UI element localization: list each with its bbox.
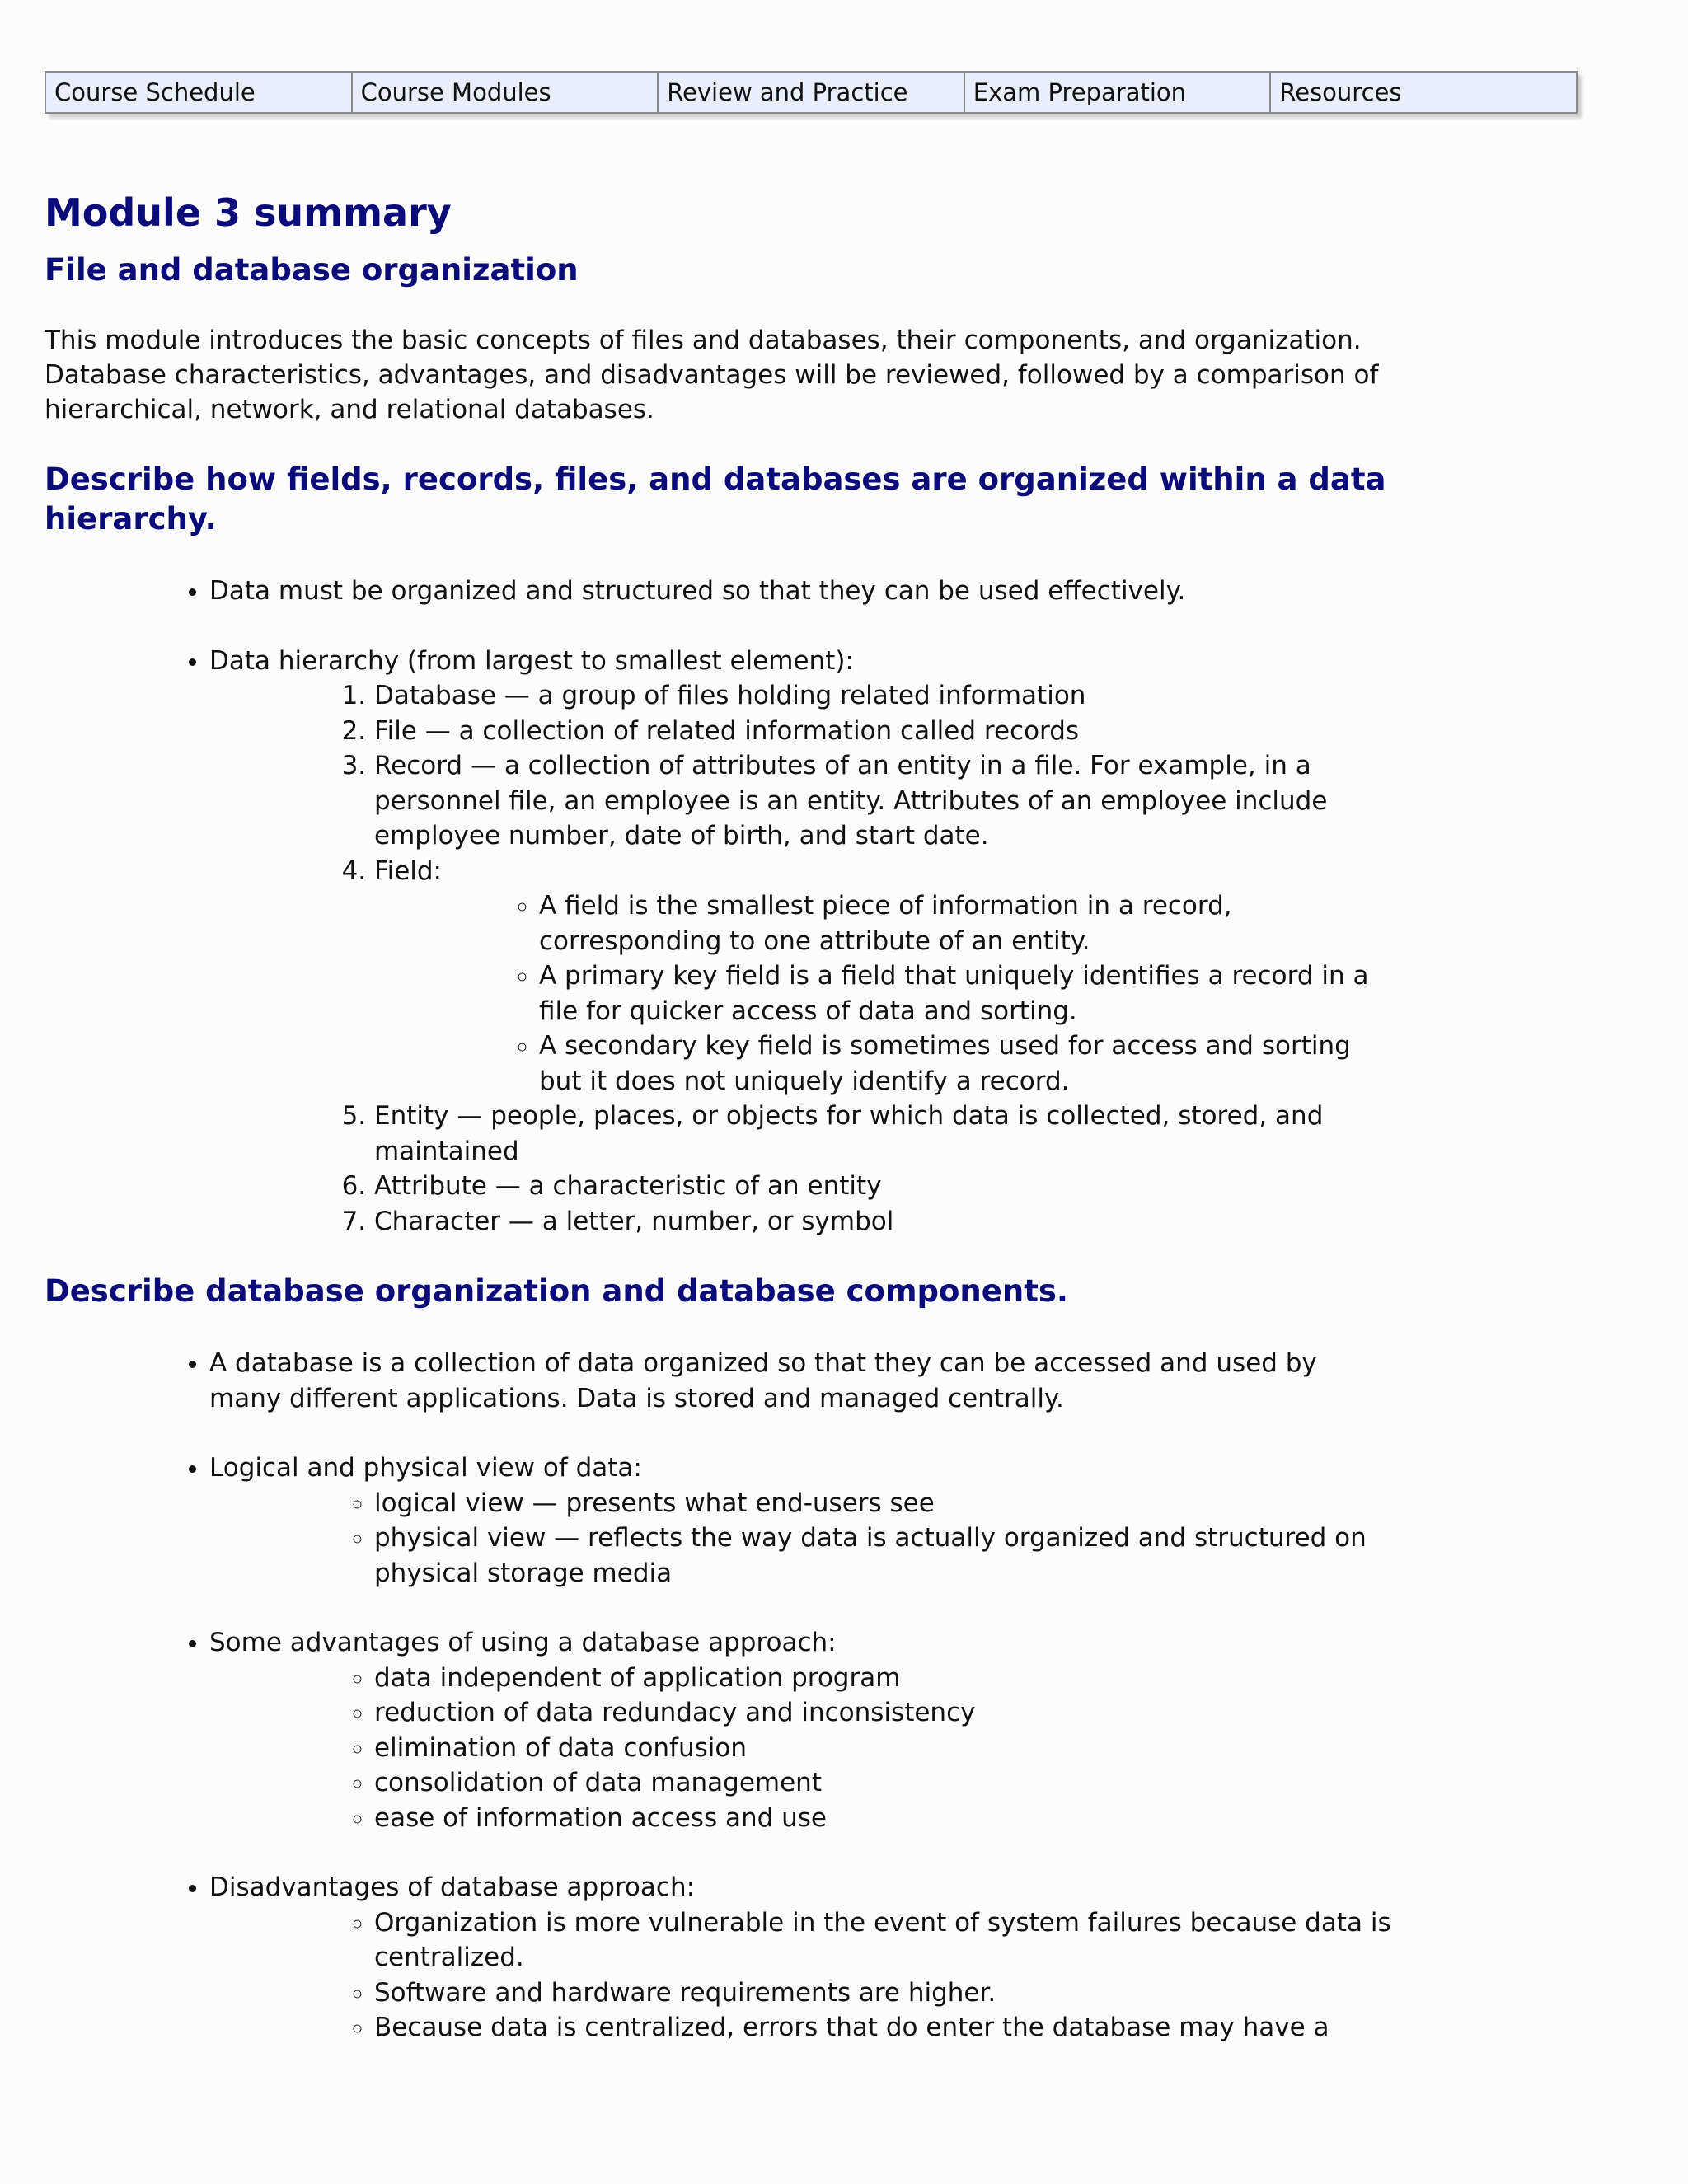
list-item: ◦ Because data is centralized, errors that do enter the database may have a xyxy=(374,2010,1396,2046)
page-subtitle: File and database organization xyxy=(45,252,579,288)
hierarchy-item: 3. Record — a collection of attributes of an entity in a file. For example, in a personnel file, an employee is an entity. Attributes of an employee include employee number, date of birth, and start date. xyxy=(374,748,1396,854)
views-list xyxy=(209,1486,1396,1591)
main-content xyxy=(45,183,1396,2046)
list-item: ◦ reduction of data redundacy and inconsistency xyxy=(374,1695,1396,1731)
hierarchy-item: 5. Entity — people, places, or objects for which data is collected, stored, and maintained xyxy=(374,1099,1396,1169)
nav-course-schedule[interactable]: Course Schedule xyxy=(46,73,353,112)
course-nav-bar xyxy=(45,71,1578,114)
hierarchy-item: 7. Character — a letter, number, or symbol xyxy=(374,1204,1396,1240)
section-heading-data-hierarchy: Describe how fields, records, files, and databases are organized within a data hierarchy. xyxy=(45,462,1386,537)
list-item: ◦ data independent of application program xyxy=(374,1661,1396,1696)
list-item: ◦ A field is the smallest piece of information in a record, corresponding to one attribute of an entity. xyxy=(539,888,1396,958)
list-item: • Data must be organized and structured so that they can be used effectively. xyxy=(209,574,1396,609)
list-item: ◦ A secondary key field is sometimes used for access and sorting but it does not uniquely identify a record. xyxy=(539,1029,1396,1099)
list-item: • Some advantages of using a database approach: ◦ data independent of application program ◦ reduction of data redundacy and inconsistency ◦ elimination of data confusion ◦ consolidation of data management ◦ ease of information access and use xyxy=(209,1625,1396,1835)
hierarchy-ordered-list xyxy=(209,678,1396,1239)
list-item: • Disadvantages of database approach: ◦ Organization is more vulnerable in the event of system failures because data is centralized. ◦ Software and hardware requirements are higher. ◦ Because data is centralized, errors that do enter the database may have a xyxy=(209,1870,1396,2046)
list-item: ◦ logical view — presents what end-users see xyxy=(374,1486,1396,1521)
list-item: ◦ ease of information access and use xyxy=(374,1801,1396,1836)
list-item: • Data hierarchy (from largest to smallest element): 1. Database — a group of files holding related information 2. File — a collection of related information called records 3. Record — a collection of attributes of an entity in a file. For example, in a personnel file, an employee is an entity. Attributes of an employee include employee number, date of birth, and start date. 4. Field: ◦ A field is the smallest piece of information in a record, corresponding to one attribute of an entity. ◦ A primary key field is a field that uniquely identifies a record in a file for quicker access of data and sorting. ◦ A secondary key field is sometimes used for access and sorting but it does not uniquely identify a record. 5. Entity — people, places, or objects for which data is collected, stored, and maintained 6. Attribute — a characteristic of an entity 7. Character — a letter, number, or symbol xyxy=(209,644,1396,1240)
page-title: Module 3 summary xyxy=(45,190,452,235)
list-item: ◦ physical view — reflects the way data is actually organized and structured on physical storage media xyxy=(374,1521,1396,1591)
hierarchy-item: 1. Database — a group of files holding related information xyxy=(374,678,1396,714)
nav-exam-preparation[interactable]: Exam Preparation xyxy=(965,73,1272,112)
list-item: ◦ A primary key field is a field that uniquely identifies a record in a file for quicker access of data and sorting. xyxy=(539,958,1396,1029)
disadvantages-list xyxy=(209,1905,1396,2046)
list-item: ◦ Organization is more vulnerable in the event of system failures because data is centralized. xyxy=(374,1905,1396,1975)
advantages-list xyxy=(209,1661,1396,1836)
hierarchy-item: 6. Attribute — a characteristic of an entity xyxy=(374,1169,1396,1204)
hierarchy-item: 2. File — a collection of related information called records xyxy=(374,714,1396,749)
list-item: ◦ elimination of data confusion xyxy=(374,1731,1396,1766)
field-notes-list xyxy=(374,888,1396,1099)
list-item: ◦ Software and hardware requirements are higher. xyxy=(374,1975,1396,2011)
list-item: ◦ consolidation of data management xyxy=(374,1765,1396,1801)
intro-paragraph: This module introduces the basic concepts of files and databases, their components, and organization. Database characteristics, advantages, and disadvantages will be reviewed, followed by a comparison of hierarchical, network, and relational databases. xyxy=(45,326,1379,424)
data-hierarchy-list xyxy=(45,574,1396,1239)
nav-course-modules[interactable]: Course Modules xyxy=(353,73,659,112)
list-item: • A database is a collection of data organized so that they can be accessed and used by many different applications. Data is stored and managed centrally. xyxy=(209,1346,1396,1416)
nav-resources[interactable]: Resources xyxy=(1279,78,1402,106)
hierarchy-item: 4. Field: ◦ A field is the smallest piece of information in a record, corresponding to one attribute of an entity. ◦ A primary key field is a field that uniquely identifies a record in a file for quicker access of data and sorting. ◦ A secondary key field is sometimes used for access and sorting but it does not uniquely identify a record. xyxy=(374,854,1396,1099)
section-heading-database-organization: Describe database organization and database components. xyxy=(45,1273,1068,1309)
nav-review-and-practice[interactable]: Review and Practice xyxy=(659,73,965,112)
database-organization-list xyxy=(45,1346,1396,2046)
list-item: • Logical and physical view of data: ◦ logical view — presents what end-users see ◦ physical view — reflects the way data is actually organized and structured on physical storage media xyxy=(209,1451,1396,1591)
